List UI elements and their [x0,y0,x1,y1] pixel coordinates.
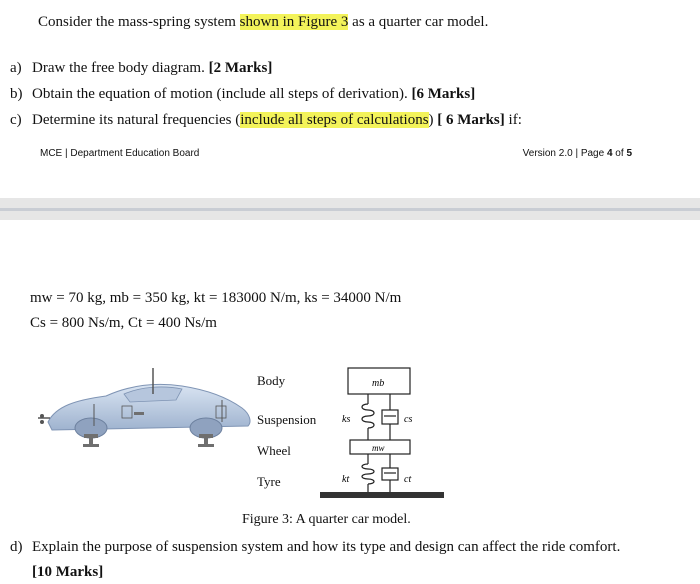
body-mass-label: mb [372,378,385,389]
ct-label: ct [404,474,412,485]
tyre-spring [362,464,374,484]
label-wheel: Wheel [257,443,291,458]
quarter-car-schematic [320,360,450,505]
question-b: b) Obtain the equation of motion (include all steps of derivation). [6 Marks] [10,86,476,102]
footer-left: MCE | Department Education Board [40,148,200,159]
car-illustration [36,360,258,448]
question-d: d) Explain the purpose of suspension system and how its type and design can affect the ride comfort. [10,539,621,555]
figure-caption: Figure 3: A quarter car model. [242,512,411,527]
parameters-line-1: mw = 70 kg, mb = 350 kg, kt = 183000 N/m, ks = 34000 N/m [30,290,402,306]
intro-text: Consider the mass-spring system shown in Figure 3 as a quarter car model. [38,14,489,30]
suspension-spring [362,404,374,428]
page-break-line [0,208,700,211]
parameters-line-2: Cs = 800 Ns/m, Ct = 400 Ns/m [30,315,217,331]
footer-right: Version 2.0 | Page 4 of 5 [522,148,632,159]
ground [320,492,444,498]
wheel-mass-label: mw [372,443,385,453]
intro-highlight: shown in Figure 3 [239,14,349,30]
label-suspension: Suspension [257,412,317,427]
question-d-marks: [10 Marks] [32,564,104,580]
question-a: a) Draw the free body diagram. [2 Marks] [10,60,273,76]
suspension-damper [382,410,398,424]
kt-label: kt [342,474,350,485]
question-c-highlight: include all steps of calculations [240,112,429,128]
question-c: c) Determine its natural frequencies (include all steps of calculations) [ 6 Marks] if: [10,112,522,128]
cs-label: cs [404,414,413,425]
ks-label: ks [342,414,351,425]
label-tyre: Tyre [257,474,281,489]
label-body: Body [257,373,286,388]
tyre-damper [382,468,398,480]
